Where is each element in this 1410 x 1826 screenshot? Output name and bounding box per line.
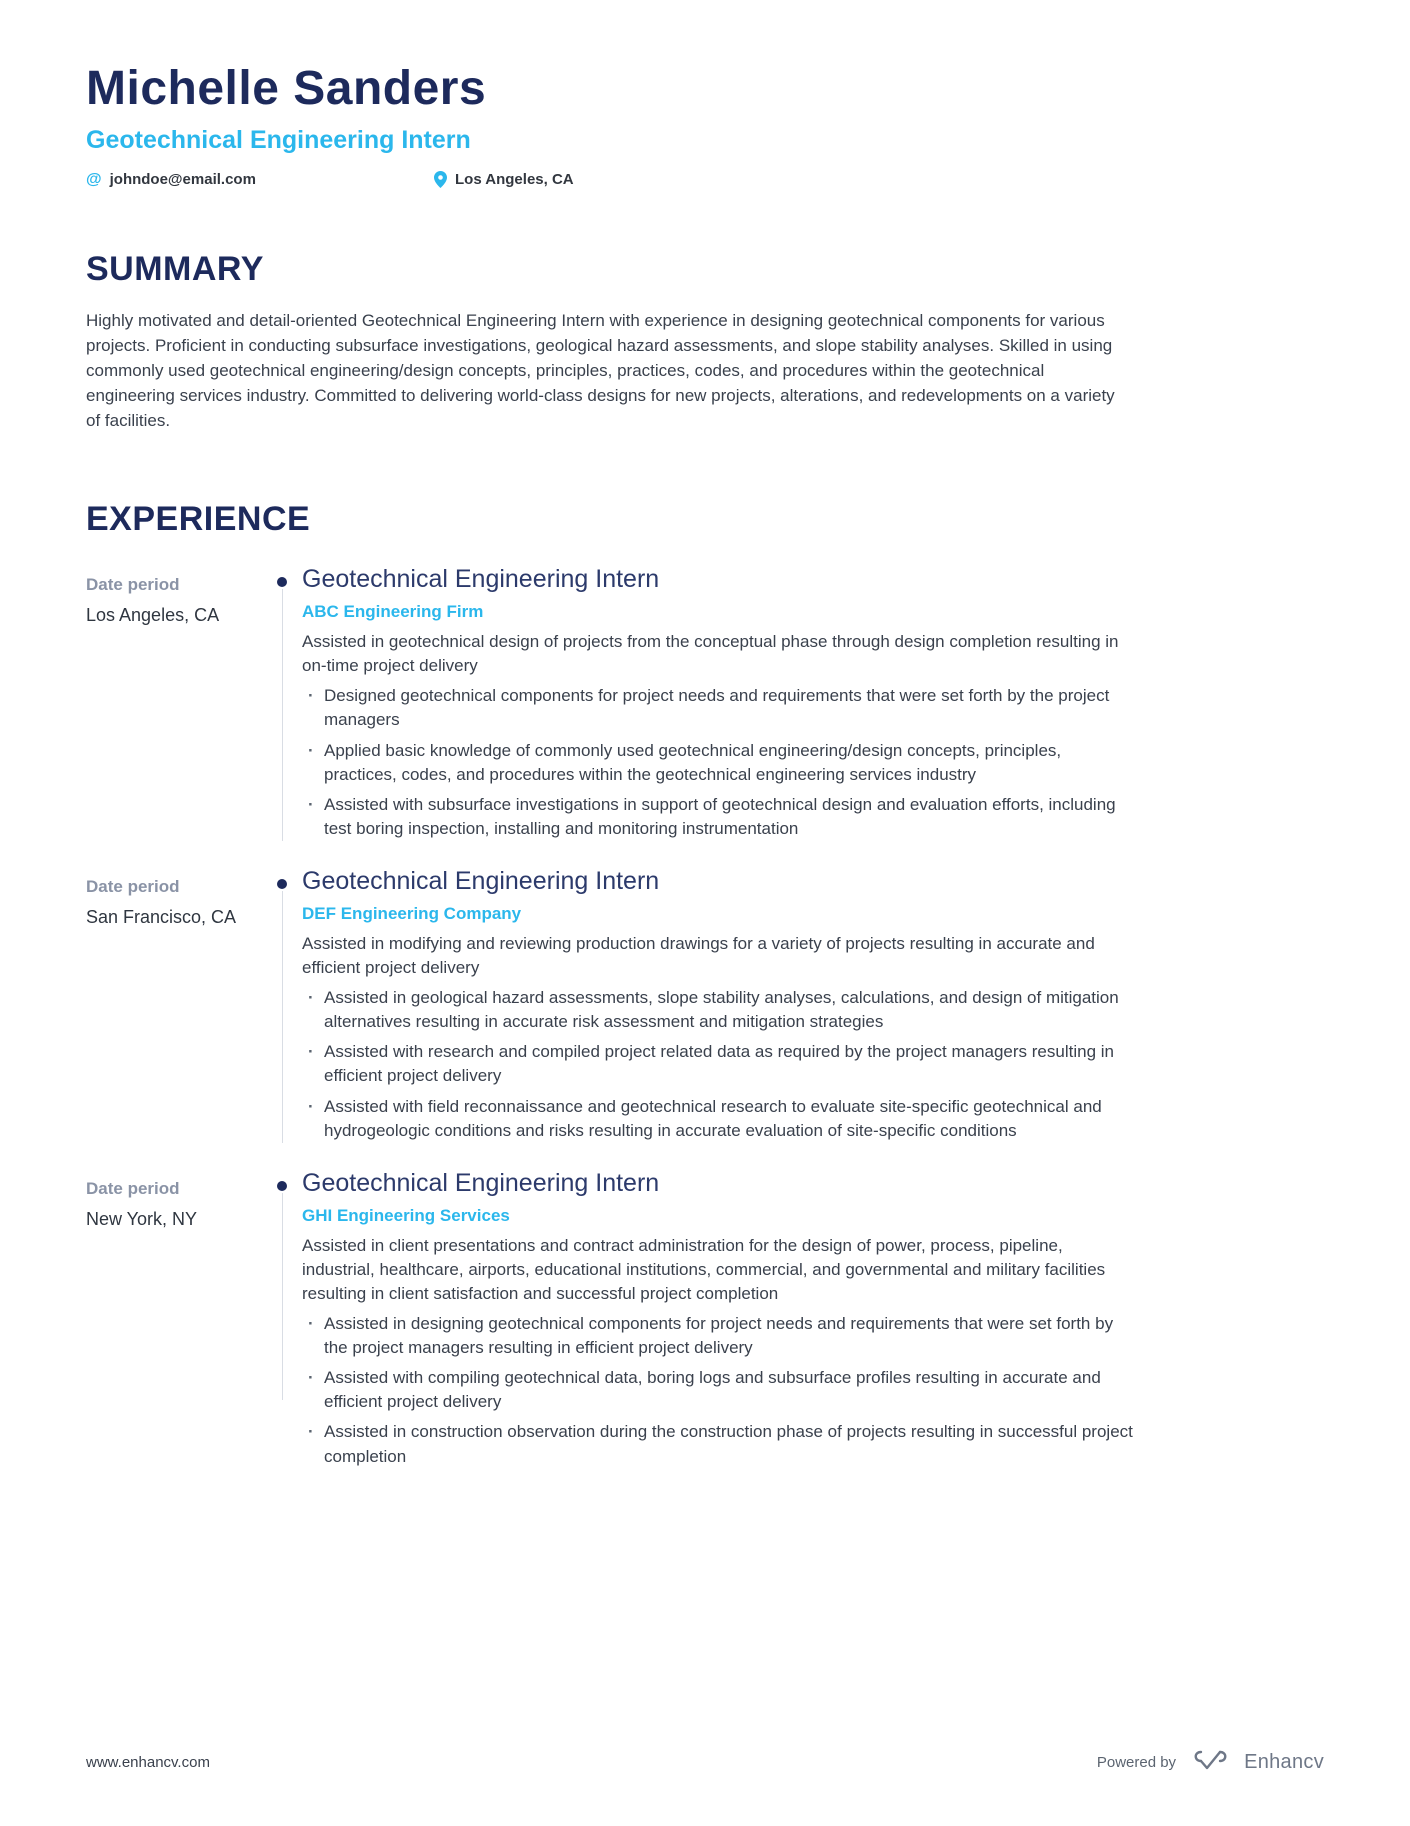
email-contact <box>86 171 434 188</box>
bullet-item: · Applied basic knowledge of commonly used geotechnical engineering/design concepts, principles, practices, codes, and procedures within the geotechnical engineering services industry <box>302 739 1138 787</box>
entry-content <box>302 1169 1138 1469</box>
entry-company: GHI Engineering Services <box>302 1205 510 1225</box>
location-contact <box>434 171 574 188</box>
entry-content <box>302 867 1138 1143</box>
location-text: Los Angeles, CA <box>455 171 574 189</box>
bullet-item: · Assisted with compiling geotechnical data, boring logs and subsurface profiles resulting in accurate and efficient project delivery <box>302 1366 1138 1414</box>
entry-description: Assisted in modifying and reviewing production drawings for a variety of projects resulting in accurate and efficient project delivery <box>302 933 1095 977</box>
email-icon: @ <box>86 170 102 188</box>
entry-bullet-list <box>302 986 1138 1143</box>
experience-entry <box>86 565 1324 841</box>
timeline-line <box>282 1193 283 1400</box>
location-pin-icon <box>434 171 447 188</box>
enhancv-logo-icon <box>1190 1747 1230 1778</box>
entry-date-period: Date period <box>86 1178 180 1198</box>
entry-description: Assisted in geotechnical design of projects from the conceptual phase through design completion resulting in on-time project delivery <box>302 632 1119 676</box>
timeline <box>262 1169 302 1469</box>
entry-job-title: Geotechnical Engineering Intern <box>302 1168 660 1197</box>
timeline-line <box>282 589 283 841</box>
entry-company: ABC Engineering Firm <box>302 602 484 622</box>
timeline-dot-icon <box>277 879 287 889</box>
bullet-item: · Assisted with field reconnaissance and geotechnical research to evaluate site-specific geotechnical and hydrogeologic conditions and risks resulting in accurate evaluation of site-specific conditions <box>302 1095 1138 1143</box>
bullet-item: · Designed geotechnical components for project needs and requirements that were set forth by the project managers <box>302 684 1138 732</box>
entry-job-title: Geotechnical Engineering Intern <box>302 867 660 896</box>
entry-job-title: Geotechnical Engineering Intern <box>302 565 660 594</box>
entry-meta <box>86 867 262 1143</box>
timeline-dot-icon <box>277 1181 287 1191</box>
contact-row <box>86 171 1324 188</box>
powered-by-brand <box>1097 1747 1324 1778</box>
timeline <box>262 565 302 841</box>
page-footer <box>86 1747 1324 1778</box>
summary-section <box>86 250 1324 434</box>
summary-heading: SUMMARY <box>86 250 264 289</box>
entry-meta <box>86 565 262 841</box>
experience-heading: EXPERIENCE <box>86 500 311 539</box>
timeline <box>262 867 302 1143</box>
entry-meta <box>86 1169 262 1469</box>
person-job-title: Geotechnical Engineering Intern <box>86 126 471 155</box>
resume-header <box>86 64 1324 188</box>
enhancv-brand-name: Enhancv <box>1244 1751 1324 1773</box>
bullet-item: · Assisted in designing geotechnical components for project needs and requirements that were set forth by the project managers resulting in efficient project delivery <box>302 1312 1138 1360</box>
entry-company: DEF Engineering Company <box>302 903 522 923</box>
entry-location: San Francisco, CA <box>86 907 237 928</box>
bullet-item: · Assisted with subsurface investigations in support of geotechnical design and evaluation efforts, including test boring inspection, installing and monitoring instrumentation <box>302 793 1138 841</box>
timeline-dot-icon <box>277 577 287 587</box>
entry-location: Los Angeles, CA <box>86 605 220 626</box>
bullet-item: · Assisted in construction observation during the construction phase of projects resulting in successful project completion <box>302 1420 1138 1468</box>
powered-by-label: Powered by <box>1096 1754 1177 1771</box>
bullet-item: · Assisted with research and compiled project related data as required by the project managers resulting in efficient project delivery <box>302 1040 1138 1088</box>
summary-text: Highly motivated and detail-oriented Geotechnical Engineering Intern with experience in designing geotechnical components for various projects. Proficient in conducting subsurface investigations, geological hazard assessments, and slope stability analyses. Skilled in using commonly used geotechnical engineering/design concepts, principles, practices, codes, and procedures within the geotechnical engineering services industry. Committed to delivering world-class designs for new projects, alterations, and redevelopments on a variety of facilities. <box>86 311 1115 431</box>
email-text: johndoe@email.com <box>109 171 256 189</box>
experience-entry <box>86 867 1324 1143</box>
entry-bullet-list <box>302 684 1138 841</box>
bullet-item: · Assisted in geological hazard assessments, slope stability analyses, calculations, and design of mitigation alternatives resulting in accurate risk assessment and mitigation strategies <box>302 986 1138 1034</box>
entry-bullet-list <box>302 1312 1138 1469</box>
entry-date-period: Date period <box>86 575 180 595</box>
entry-content <box>302 565 1138 841</box>
entry-date-period: Date period <box>86 877 180 897</box>
entry-location: New York, NY <box>86 1208 198 1229</box>
experience-section <box>86 500 1324 1468</box>
entry-description: Assisted in client presentations and contract administration for the design of power, process, pipeline, industrial, healthcare, airports, educational institutions, commercial, and governmental and military facilities resulting in client satisfaction and successful project completion <box>302 1235 1106 1303</box>
person-name: Michelle Sanders <box>86 62 487 115</box>
experience-entries <box>86 565 1324 1468</box>
timeline-line <box>282 891 283 1143</box>
experience-entry <box>86 1169 1324 1469</box>
enhancv-website-link[interactable]: www.enhancv.com <box>86 1754 210 1771</box>
